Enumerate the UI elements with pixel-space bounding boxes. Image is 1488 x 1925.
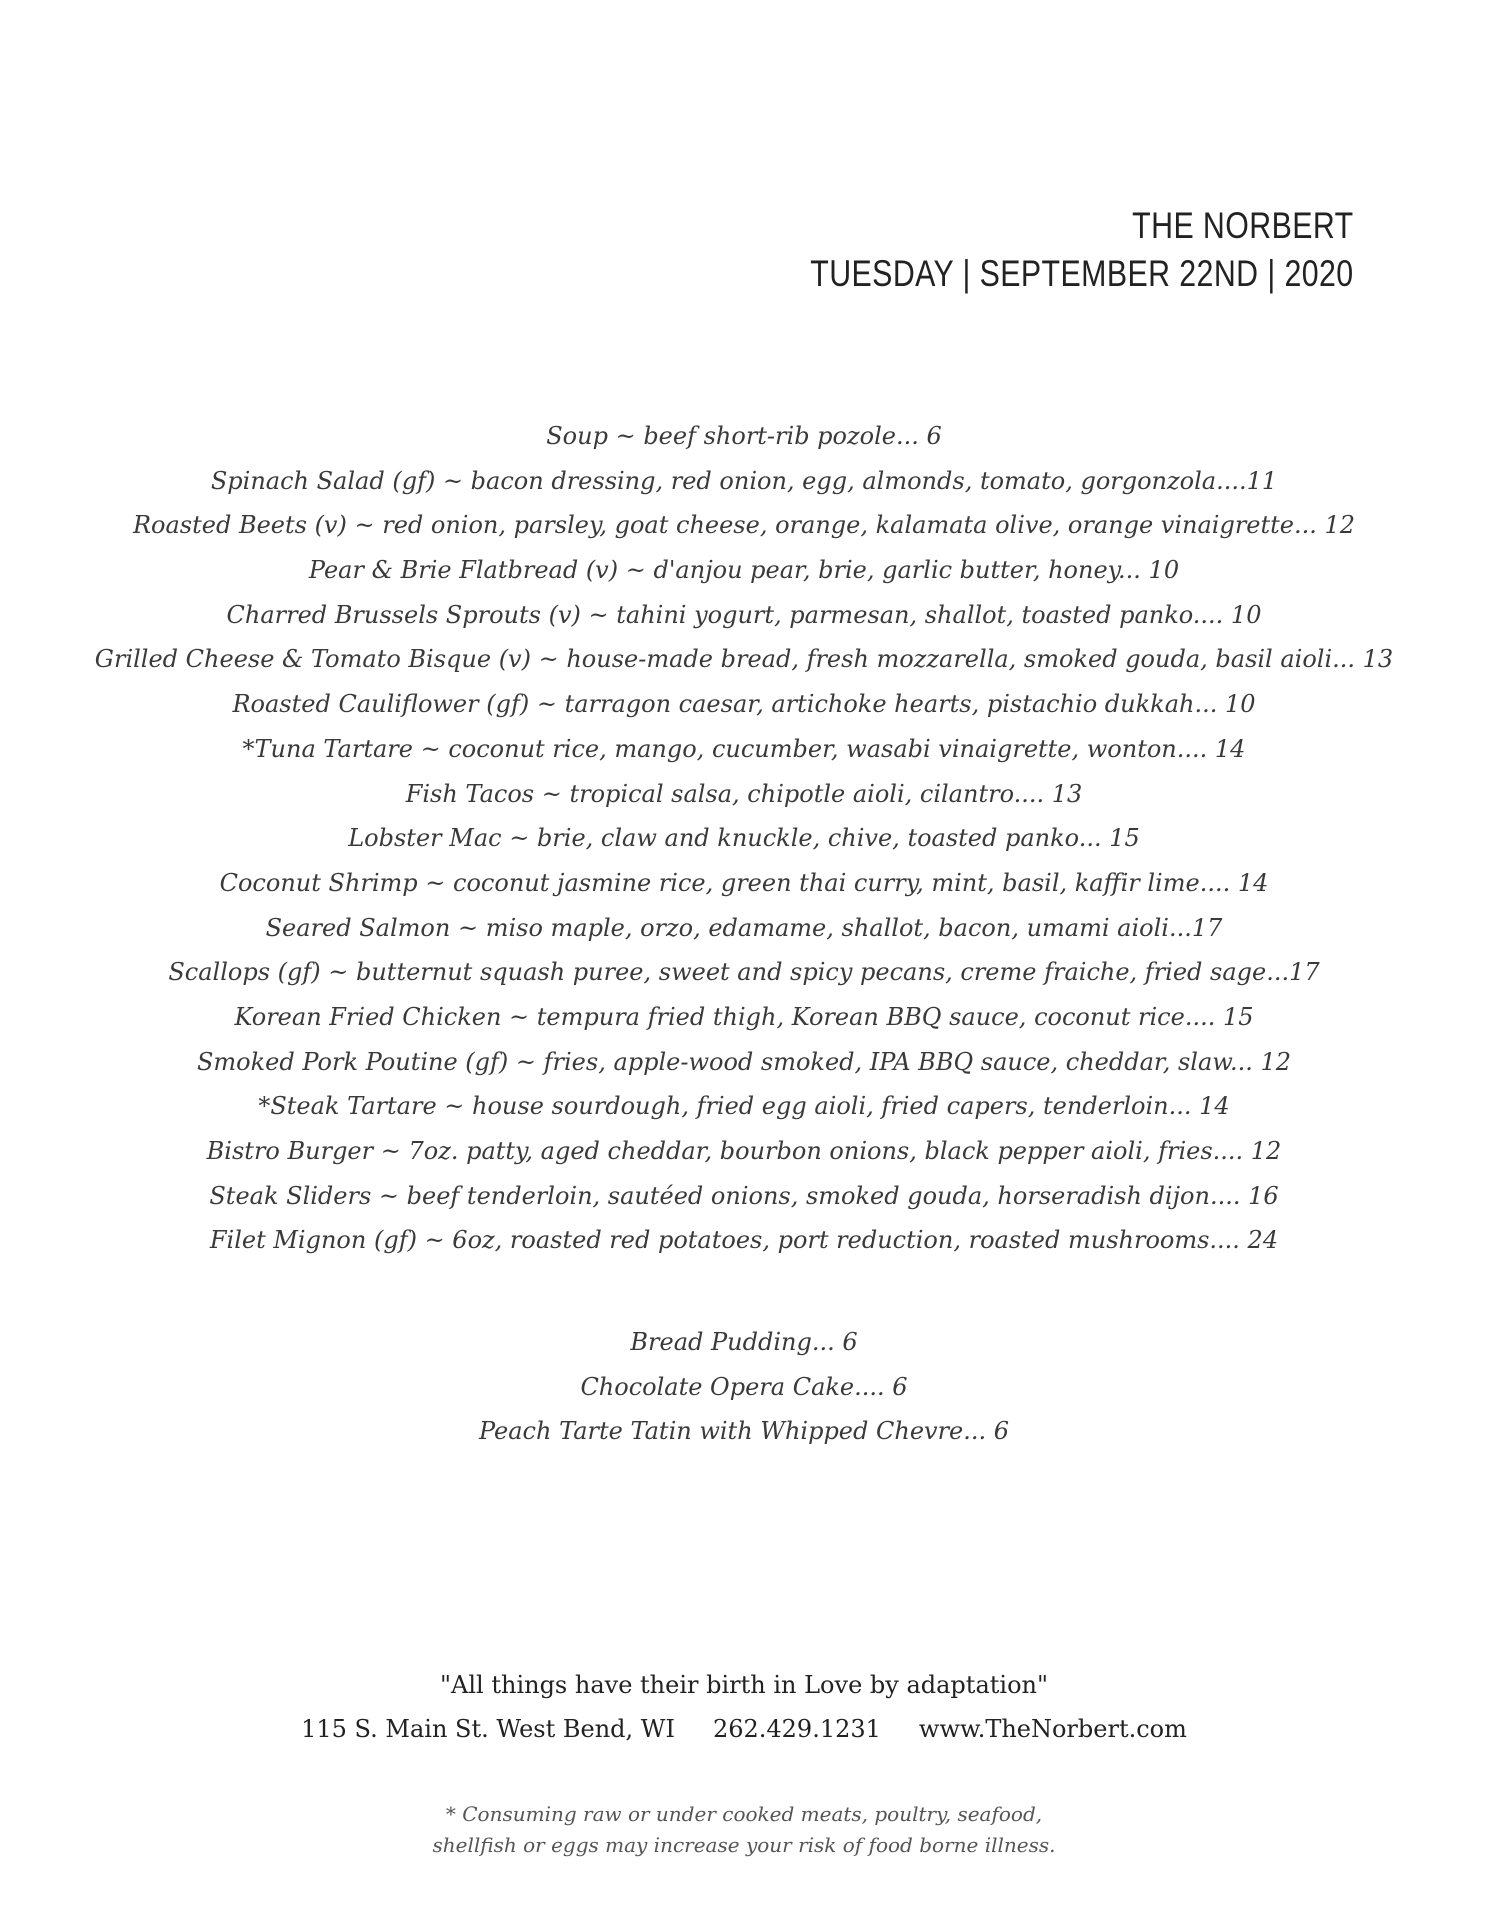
- contact-line: [0, 1707, 1488, 1751]
- health-disclaimer: [0, 1799, 1488, 1861]
- menu-item: Smoked Pork Poutine (gf) ~ fries, apple-wood smoked, IPA BBQ sauce, cheddar, slaw... 12: [196, 1047, 1292, 1076]
- address-text: 115 S. Main St. West Bend, WI: [301, 1715, 675, 1743]
- dessert-item: Peach Tarte Tatin with Whipped Chevre... 6: [478, 1417, 1010, 1446]
- dessert-list: [0, 1320, 1488, 1454]
- website-text: www.TheNorbert.com: [918, 1715, 1187, 1743]
- menu-footer: [0, 1663, 1488, 1751]
- phone-text: 262.429.1231: [712, 1715, 881, 1743]
- menu-item: Grilled Cheese & Tomato Bisque (v) ~ house-made bread, fresh mozzarella, smoked gouda, basil aioli... 13: [94, 645, 1394, 674]
- footer-quote: "All things have their birth in Love by adaptation": [439, 1671, 1049, 1699]
- menu-items-list: [0, 414, 1488, 1263]
- menu-item: Korean Fried Chicken ~ tempura fried thigh, Korean BBQ sauce, coconut rice.... 15: [234, 1002, 1254, 1031]
- menu-item: Roasted Beets (v) ~ red onion, parsley, goat cheese, orange, kalamata olive, orange vinaigrette... 12: [132, 511, 1356, 540]
- menu-item: Fish Tacos ~ tropical salsa, chipotle aioli, cilantro.... 13: [405, 779, 1083, 808]
- dessert-item: Bread Pudding... 6: [630, 1328, 858, 1356]
- menu-item: Seared Salmon ~ miso maple, orzo, edamame, shallot, bacon, umami aioli...17: [265, 913, 1223, 942]
- menu-header: [691, 202, 1354, 299]
- dessert-item: Chocolate Opera Cake.... 6: [580, 1372, 908, 1401]
- menu-item: Roasted Cauliflower (gf) ~ tarragon caesar, artichoke hearts, pistachio dukkah... 10: [232, 690, 1256, 719]
- menu-item: Steak Sliders ~ beef tenderloin, sautéed onions, smoked gouda, horseradish dijon.... 16: [209, 1181, 1279, 1210]
- menu-item: Scallops (gf) ~ butternut squash puree, sweet and spicy pecans, creme fraiche, fried sage...17: [168, 958, 1320, 987]
- menu-item: Bistro Burger ~ 7oz. patty, aged cheddar, bourbon onions, black pepper aioli, fries.... 12: [206, 1137, 1282, 1165]
- menu-item: Filet Mignon (gf) ~ 6oz, roasted red potatoes, port reduction, roasted mushrooms.... 24: [209, 1226, 1279, 1255]
- disclaimer-line: shellfish or eggs may increase your risk of food borne illness.: [432, 1833, 1056, 1857]
- menu-item: Charred Brussels Sprouts (v) ~ tahini yogurt, parmesan, shallot, toasted panko.... 10: [226, 600, 1262, 629]
- restaurant-name: THE NORBERT: [1132, 205, 1354, 246]
- menu-date: TUESDAY | SEPTEMBER 22ND | 2020: [810, 253, 1354, 294]
- menu-item: Lobster Mac ~ brie, claw and knuckle, chive, toasted panko... 15: [348, 824, 1140, 853]
- disclaimer-line: * Consuming raw or under cooked meats, poultry, seafood,: [445, 1802, 1043, 1826]
- menu-item: Pear & Brie Flatbread (v) ~ d'anjou pear, brie, garlic butter, honey... 10: [308, 556, 1180, 585]
- menu-item: *Tuna Tartare ~ coconut rice, mango, cucumber, wasabi vinaigrette, wonton.... 14: [242, 734, 1246, 763]
- menu-item: *Steak Tartare ~ house sourdough, fried egg aioli, fried capers, tenderloin... 14: [258, 1092, 1230, 1121]
- menu-item: Coconut Shrimp ~ coconut jasmine rice, green thai curry, mint, basil, kaffir lime.... 14: [219, 868, 1269, 897]
- menu-item: Soup ~ beef short-rib pozole... 6: [546, 422, 942, 450]
- menu-item: Spinach Salad (gf) ~ bacon dressing, red onion, egg, almonds, tomato, gorgonzola....11: [210, 466, 1278, 495]
